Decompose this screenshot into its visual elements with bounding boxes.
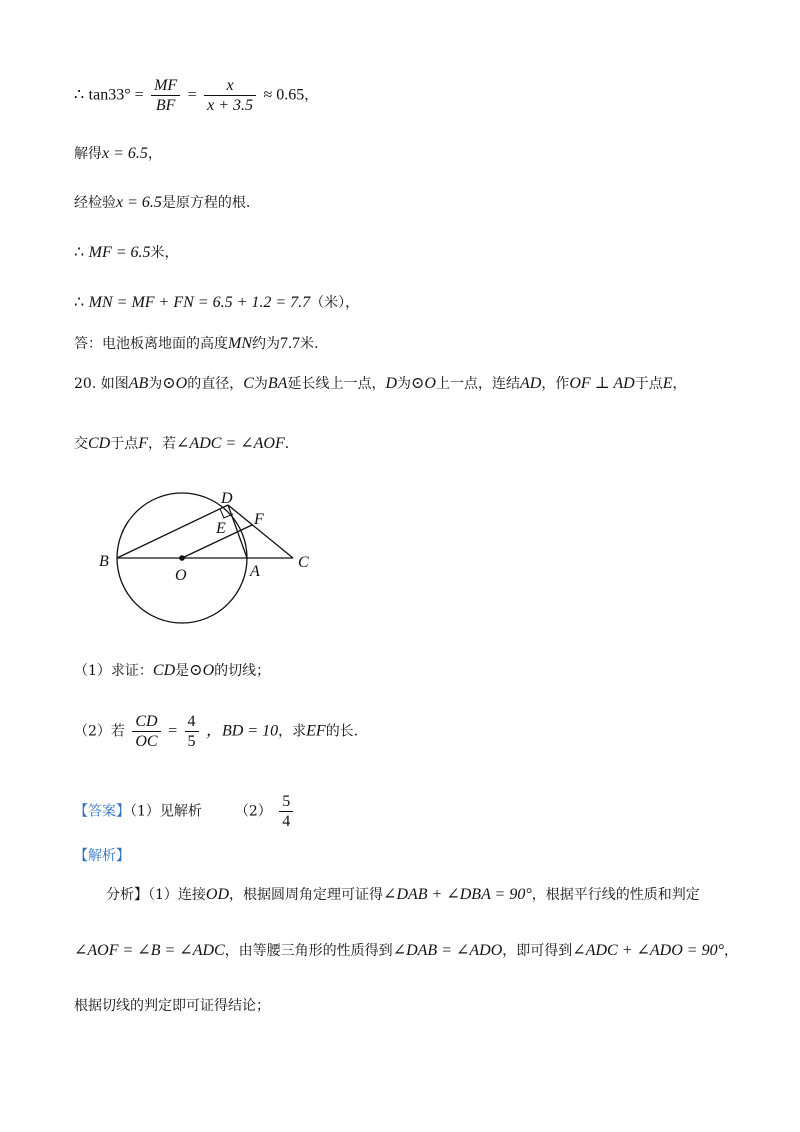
label-o: O [175, 567, 187, 584]
text: ，若 [148, 436, 177, 452]
math-number: 7.7 [280, 335, 300, 352]
label-e: E [216, 520, 226, 537]
math-symbol: D [385, 375, 398, 392]
fraction-denominator: BF [155, 97, 176, 114]
text: （1）求证： [74, 663, 153, 679]
text: 的切线； [214, 663, 271, 679]
math-symbol: CD [152, 662, 176, 679]
text: 答：电池板离地面的高度 [74, 336, 228, 352]
text: ， [672, 376, 687, 392]
fraction-denominator: 5 [187, 733, 196, 750]
text: ，根据圆周角定理可证得 [229, 887, 384, 903]
math-expression: OF ⊥ AD [569, 375, 635, 392]
fraction-denominator: 4 [282, 813, 291, 830]
text: ，即可得到 [502, 943, 573, 959]
math-symbol: AB [128, 375, 149, 392]
text: ， [723, 943, 738, 959]
math-symbol: EF [306, 722, 326, 740]
answer-part-1: （1）见解析 [130, 803, 202, 820]
fraction-numerator: MF [151, 76, 180, 96]
therefore-symbol: ∴ [74, 244, 85, 261]
text: 是 [175, 663, 190, 679]
text: 约为 [252, 336, 280, 352]
math-expression: MF = 6.5 [88, 244, 151, 261]
math-expression: ∠DAB + ∠DBA = 90° [383, 886, 532, 903]
text: ，作 [541, 376, 570, 392]
math-expression: ∠ADC + ∠ADO = 90° [572, 942, 724, 959]
answer-section [74, 792, 296, 831]
segment-bd [117, 505, 228, 558]
math-expression: ∠DAB = ∠ADO [392, 942, 503, 959]
text: 延长线上一点， [287, 376, 386, 392]
text: ， [147, 146, 162, 162]
text: . [284, 436, 290, 452]
math-symbol: MN [228, 335, 252, 352]
math-symbol: OD [205, 886, 230, 903]
circle-symbol: ⊙O [411, 375, 436, 392]
text: 米， [150, 245, 179, 261]
text: 根据切线的判定即可证得结论； [74, 998, 270, 1014]
text: 是原方程的根. [161, 195, 251, 211]
answer-fraction [279, 792, 293, 831]
text: 的直径， [187, 376, 244, 392]
text: 分析】（1）连接 [106, 887, 206, 903]
circle-symbol: ⊙O [162, 375, 188, 392]
approx-value: ≈ 0.65 [263, 86, 305, 104]
fraction-numerator: 5 [279, 792, 293, 812]
text: （2）若 [74, 723, 125, 740]
analysis-line-1 [106, 885, 700, 905]
math-symbol: F [138, 435, 149, 452]
answer-part-2-label: （2） [234, 803, 272, 820]
fraction-denominator: OC [135, 733, 158, 750]
math-expression: ∠ADC = ∠AOF [176, 435, 285, 452]
text: 米. [300, 336, 319, 352]
math-expression: ，BD = 10 [206, 722, 279, 740]
math-symbol: E [662, 375, 673, 392]
analysis-tag-line [74, 846, 130, 866]
text: 的长. [325, 723, 359, 740]
fraction-denominator: x + 3.5 [207, 97, 254, 114]
fraction-cd-oc [132, 712, 160, 751]
fraction-four-fifths [185, 712, 199, 751]
circle-symbol: ⊙O [189, 662, 215, 679]
problem-number: 20. [74, 376, 97, 392]
text: 经检验 [74, 195, 116, 211]
question-1 [74, 661, 270, 681]
text: 为 [253, 376, 268, 392]
label-a: A [250, 563, 260, 580]
text: 为 [148, 376, 163, 392]
text: 解得 [74, 146, 102, 162]
center-point [179, 555, 185, 561]
math-symbol: CD [88, 435, 111, 452]
text: ，由等腰三角形的性质得到 [224, 943, 393, 959]
tan-expression: tan33° = [88, 86, 144, 104]
fraction-numerator: CD [132, 712, 160, 732]
text: （米）， [310, 295, 360, 311]
math-expression: x = 6.5 [102, 145, 148, 162]
equals-sign: = [168, 722, 178, 740]
label-c: C [298, 554, 309, 571]
math-symbol: C [243, 375, 254, 392]
therefore-symbol: ∴ [74, 294, 85, 311]
punctuation: ， [304, 87, 319, 104]
therefore-symbol: ∴ [74, 86, 85, 104]
label-d: D [221, 490, 233, 507]
text: 如图 [100, 376, 129, 392]
text: 为 [397, 376, 412, 392]
text: 于点 [110, 436, 139, 452]
text: 交 [74, 436, 88, 452]
analysis-tag: 【解析】 [74, 848, 130, 864]
math-expression: x = 6.5 [116, 194, 162, 211]
equals-sign: = [187, 86, 197, 104]
question-2 [74, 712, 358, 751]
math-expression: MN = MF + FN = 6.5 + 1.2 = 7.7 [88, 294, 311, 311]
fraction-numerator: 4 [185, 712, 199, 732]
answer-tag: 【答案】 [74, 803, 130, 820]
label-b: B [99, 553, 109, 570]
text: 上一点，连结 [435, 376, 520, 392]
math-symbol: AD [519, 375, 542, 392]
label-f: F [254, 511, 264, 528]
text: ，根据平行线的性质和判定 [531, 887, 700, 903]
text: 于点 [634, 376, 663, 392]
fraction-numerator: x [204, 76, 256, 96]
text: ，求 [278, 723, 307, 740]
analysis-line-2 [74, 941, 738, 961]
analysis-line-3 [74, 996, 270, 1016]
math-expression: ∠AOF = ∠B = ∠ADC [74, 942, 225, 959]
math-symbol: BA [267, 375, 288, 392]
